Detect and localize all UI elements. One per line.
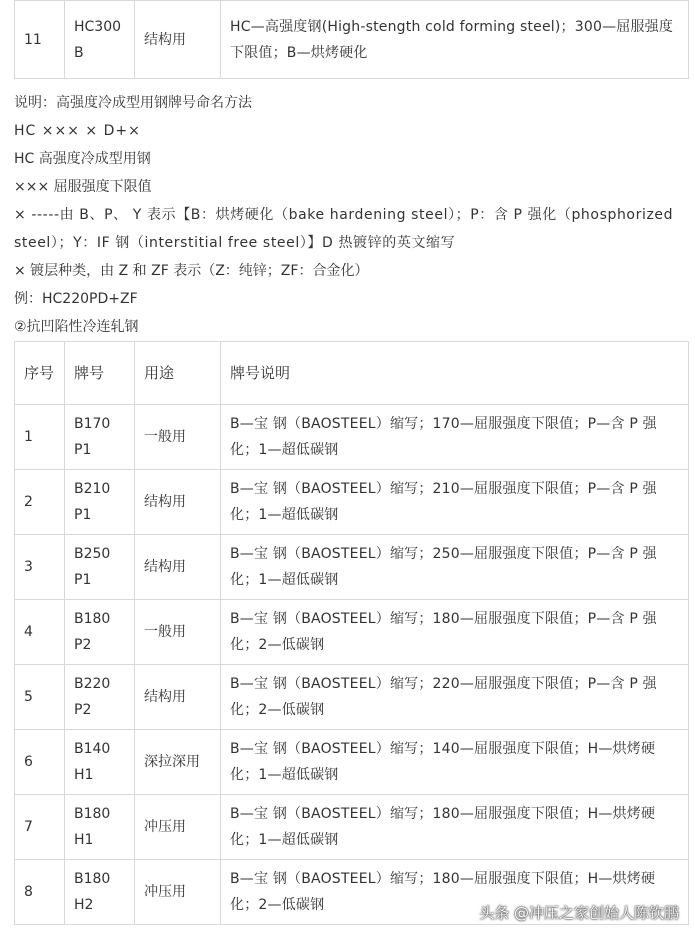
intro-line: HC 高强度冷成型用钢 [14,151,151,167]
row-desc: B—宝 钢（BAOSTEEL）缩写；180—屈服强度下限值；H—烘烤硬化；1—超低碳钢 [221,795,689,860]
row-usage: 结构用 [135,1,221,79]
top-table [14,0,689,79]
intro-line: ××× 屈服强度下限值 [14,179,152,195]
row-no: 2 [15,470,65,535]
watermark: 头条 @冲压之家创始人陈钦鹏 [479,904,679,922]
table-row [15,470,689,535]
row-usage: 结构用 [135,470,221,535]
row-usage: 冲压用 [135,795,221,860]
table-row [15,1,689,79]
row-no: 11 [15,1,65,79]
row-no: 7 [15,795,65,860]
intro-line: HC ××× × D+× [14,123,141,139]
row-desc: B—宝 钢（BAOSTEEL）缩写；180—屈服强度下限值；P—含 P 强化；2—低碳钢 [221,600,689,665]
row-grade: B180 H1 [65,795,135,860]
table-row [15,730,689,795]
row-grade: B180 H2 [65,860,135,925]
header-grade: 牌号 [65,342,135,405]
row-usage: 深拉深用 [135,730,221,795]
row-grade: B180 P2 [65,600,135,665]
table-row [15,665,689,730]
intro-line: × -----由 B、P、 Y 表示【B：烘烤硬化（bake hardening steel）；P：含 P 强化（phosphorized steel）；Y：IF 钢（interstitial free steel）】D 热镀锌的英文缩写 [14,207,674,251]
table-header-row [15,342,689,405]
intro-line: 说明：高强度冷成型用钢牌号命名方法 [14,95,252,111]
intro-text [14,89,694,341]
row-grade: B220 P2 [65,665,135,730]
row-no: 6 [15,730,65,795]
header-no: 序号 [15,342,65,405]
row-no: 1 [15,405,65,470]
row-no: 3 [15,535,65,600]
table-row [15,535,689,600]
row-grade: B140 H1 [65,730,135,795]
row-desc: B—宝 钢（BAOSTEEL）缩写；180—屈服强度下限值；H—烘烤硬化；2—低碳钢 [221,860,689,925]
table-row [15,600,689,665]
row-grade: B250 P1 [65,535,135,600]
intro-line: × 镀层种类，由 Z 和 ZF 表示（Z：纯锌；ZF：合金化） [14,263,369,279]
header-desc: 牌号说明 [221,342,689,405]
row-desc: B—宝 钢（BAOSTEEL）缩写；210—屈服强度下限值；P—含 P 强化；1—超低碳钢 [221,470,689,535]
row-usage: 结构用 [135,535,221,600]
row-usage: 一般用 [135,600,221,665]
row-no: 4 [15,600,65,665]
table-row [15,795,689,860]
intro-line: ②抗凹陷性冷连轧钢 [14,319,139,335]
row-usage: 结构用 [135,665,221,730]
row-usage: 一般用 [135,405,221,470]
row-no: 5 [15,665,65,730]
row-no: 8 [15,860,65,925]
row-usage: 冲压用 [135,860,221,925]
table-row [15,405,689,470]
row-desc: B—宝 钢（BAOSTEEL）缩写；220—屈服强度下限值；P—含 P 强化；2—低碳钢 [221,665,689,730]
row-grade: HC300 B [65,1,135,79]
row-desc: B—宝 钢（BAOSTEEL）缩写；140—屈服强度下限值；H—烘烤硬化；1—超低碳钢 [221,730,689,795]
row-grade: B210 P1 [65,470,135,535]
row-grade: B170 P1 [65,405,135,470]
row-desc: HC—高强度钢(High-stength cold forming steel)；300—屈服强度下限值；B—烘烤硬化 [221,1,689,79]
row-desc: B—宝 钢（BAOSTEEL）缩写；170—屈服强度下限值；P—含 P 强化；1—超低碳钢 [221,405,689,470]
grade-table [14,341,689,925]
row-desc: B—宝 钢（BAOSTEEL）缩写；250—屈服强度下限值；P—含 P 强化；1—超低碳钢 [221,535,689,600]
header-usage: 用途 [135,342,221,405]
intro-line: 例：HC220PD+ZF [14,291,138,307]
